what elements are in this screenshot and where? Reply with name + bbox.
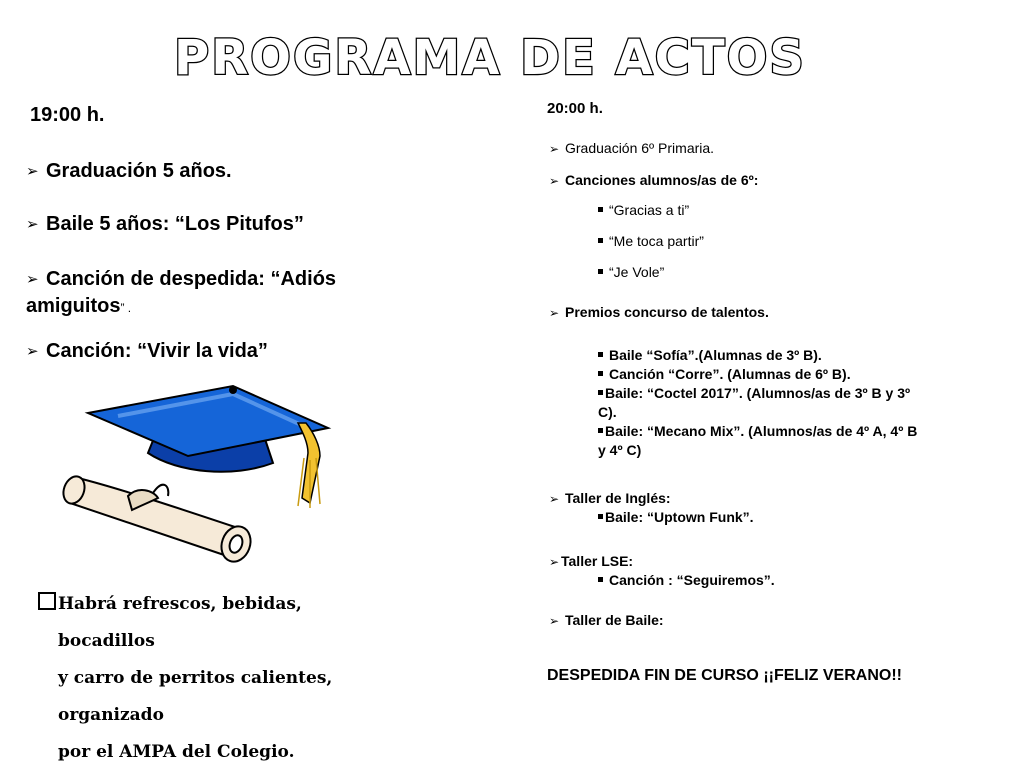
square-bullet-icon <box>598 207 603 212</box>
right-lse-header: ➢ Taller LSE: <box>549 552 633 572</box>
cancion-item: “Me toca partir” <box>598 232 704 251</box>
premio-item: Baile: “Coctel 2017”. (Alumnos/as de 3º B y 3º C). <box>598 385 911 420</box>
left-time: 19:00 h. <box>30 104 105 126</box>
farewell-message: DESPEDIDA FIN DE CURSO ¡¡FELIZ VERANO!! <box>547 667 902 684</box>
right-ingles-header: ➢ Taller de Inglés: <box>549 489 671 509</box>
checkbox-square-icon <box>38 592 56 610</box>
right-canciones-header: ➢ Canciones alumnos/as de 6º: <box>549 171 758 191</box>
food-note: Habrá refrescos, bebidas, bocadillos y carro de perritos calientes, organizado por el AMPA del Colegio. <box>58 586 398 771</box>
premios-list <box>598 346 998 460</box>
lse-item: Canción : “Seguiremos”. <box>598 571 775 590</box>
ingles-item: Baile: “Uptown Funk”. <box>598 508 754 527</box>
left-item-baile: ➢ Baile 5 años: “Los Pitufos” <box>26 211 304 238</box>
arrowhead-bullet-icon: ➢ <box>549 614 560 628</box>
page-title: PROGRAMA DE ACTOS <box>174 30 806 86</box>
premio-item: Canción “Corre”. (Alumnas de 6º B). <box>598 365 998 384</box>
arrowhead-bullet-icon: ➢ <box>549 306 560 320</box>
right-item-graduacion: ➢ Graduación 6º Primaria. <box>549 139 714 159</box>
left-item-cancion-despedida: ➢ Canción de despedida: “Adiós amiguitos” . <box>26 268 337 317</box>
graduation-cap-diploma-icon <box>58 378 348 578</box>
cancion-item: “Gracias a ti” <box>598 201 689 220</box>
square-bullet-icon <box>598 352 603 357</box>
cancion-item: “Je Vole” <box>598 263 664 282</box>
arrowhead-bullet-icon: ➢ <box>549 174 560 188</box>
arrowhead-bullet-icon: ➢ <box>26 163 39 180</box>
right-premios-header: ➢ Premios concurso de talentos. <box>549 303 769 323</box>
square-bullet-icon <box>598 577 603 582</box>
arrowhead-bullet-icon: ➢ <box>26 271 39 288</box>
premio-item: Baile “Sofía”.(Alumnas de 3º B). <box>598 346 998 365</box>
left-item-cancion-vivir: ➢ Canción: “Vivir la vida” <box>26 338 268 365</box>
square-bullet-icon <box>598 390 603 395</box>
arrowhead-bullet-icon: ➢ <box>549 142 560 156</box>
arrowhead-bullet-icon: ➢ <box>26 216 39 233</box>
premio-item: Baile: “Mecano Mix”. (Alumnos/as de 4º A, 4º B y 4º C) <box>598 423 918 458</box>
right-time: 20:00 h. <box>547 100 603 117</box>
square-bullet-icon <box>598 238 603 243</box>
square-bullet-icon <box>598 428 603 433</box>
arrowhead-bullet-icon: ➢ <box>549 492 560 506</box>
square-bullet-icon <box>598 514 603 519</box>
left-item-graduacion: ➢ Graduación 5 años. <box>26 158 232 185</box>
square-bullet-icon <box>598 371 603 376</box>
right-baile-header: ➢ Taller de Baile: <box>549 611 664 631</box>
arrowhead-bullet-icon: ➢ <box>549 555 560 569</box>
arrowhead-bullet-icon: ➢ <box>26 343 39 360</box>
square-bullet-icon <box>598 269 603 274</box>
diploma-scroll <box>60 473 255 565</box>
